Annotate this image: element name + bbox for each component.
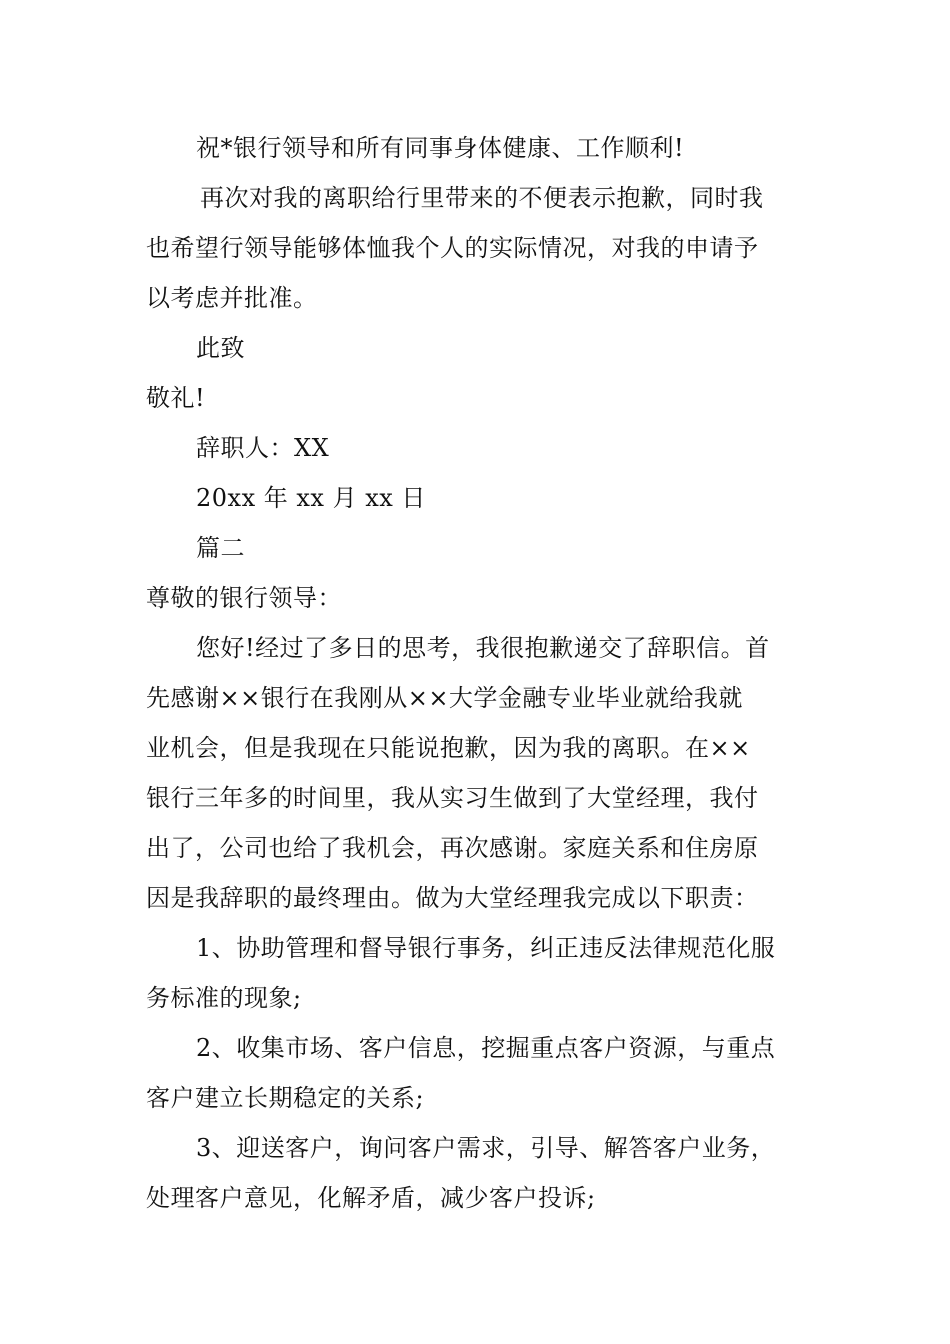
apology-paragraph-line-2: 也希望行领导能够体恤我个人的实际情况，对我的申请予 [146, 234, 759, 262]
body-paragraph-line-5: 出了，公司也给了我机会，再次感谢。家庭关系和住房原 [146, 834, 759, 862]
duty-item-2-line-1: 2、收集市场、客户信息，挖掘重点客户资源，与重点 [196, 1034, 776, 1062]
duty-item-1-line-1: 1、协助管理和督导银行事务，纠正违反法律规范化服 [196, 934, 776, 962]
body-paragraph-line-2: 先感谢××银行在我刚从××大学金融专业毕业就给我就 [146, 684, 743, 712]
section-heading: 篇二 [196, 534, 245, 562]
duty-item-3-line-2: 处理客户意见，化解矛盾，减少客户投诉; [146, 1184, 596, 1212]
body-paragraph-line-1: 您好!经过了多日的思考，我很抱歉递交了辞职信。首 [196, 634, 770, 662]
body-paragraph-line-3: 业机会，但是我现在只能说抱歉，因为我的离职。在×× [146, 734, 751, 762]
apology-paragraph-line-1: 再次对我的离职给行里带来的不便表示抱歉，同时我 [200, 184, 764, 212]
salutation-jingli: 敬礼! [146, 384, 206, 412]
signature-date: 20xx 年 xx 月 xx 日 [196, 484, 426, 512]
salutation-cizhi: 此致 [196, 334, 245, 362]
duty-item-3-line-1: 3、迎送客户，询问客户需求，引导、解答客户业务， [196, 1134, 776, 1162]
signature-resigner: 辞职人：XX [196, 434, 330, 462]
letter-greeting: 尊敬的银行领导： [146, 584, 342, 612]
body-paragraph-line-6: 因是我辞职的最终理由。做为大堂经理我完成以下职责： [146, 884, 759, 912]
apology-paragraph-line-3: 以考虑并批准。 [146, 284, 318, 312]
duty-item-2-line-2: 客户建立长期稳定的关系; [146, 1084, 425, 1112]
closing-wish-line: 祝*银行领导和所有同事身体健康、工作顺利! [196, 134, 685, 162]
duty-item-1-line-2: 务标准的现象; [146, 984, 302, 1012]
body-paragraph-line-4: 银行三年多的时间里，我从实习生做到了大堂经理，我付 [146, 784, 759, 812]
